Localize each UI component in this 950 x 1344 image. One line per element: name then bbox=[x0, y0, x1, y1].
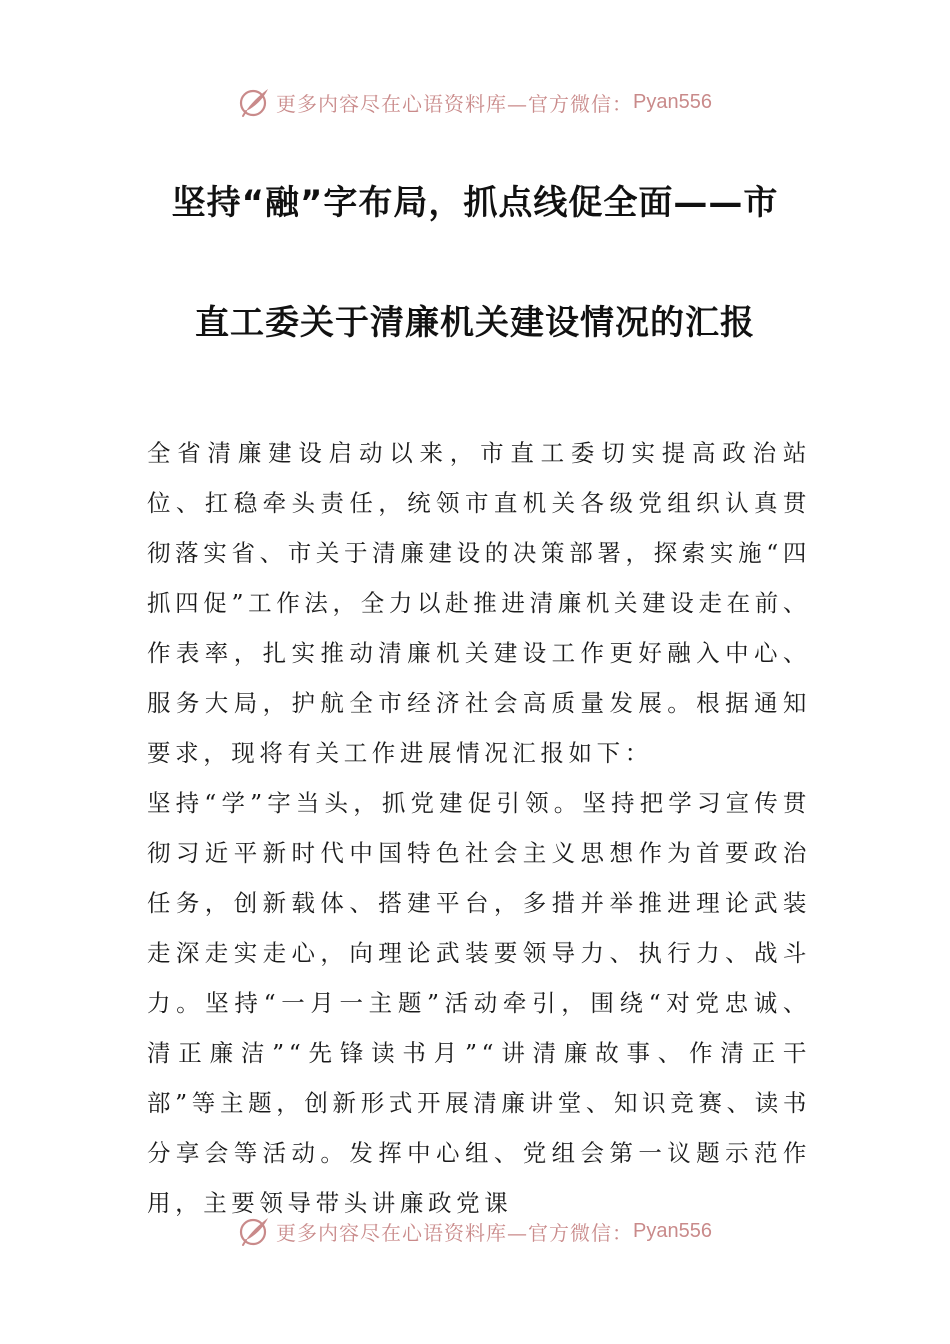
header-watermark-banner bbox=[0, 82, 950, 122]
watermark-wechat-id: Pyan556 bbox=[633, 1219, 712, 1242]
quill-pen-logo-icon bbox=[238, 1214, 272, 1248]
footer-watermark-banner bbox=[0, 1211, 950, 1251]
quill-pen-logo-icon bbox=[238, 85, 272, 119]
watermark-text: 更多内容尽在心语资料库—官方微信： bbox=[276, 91, 634, 116]
watermark-wechat-id: Pyan556 bbox=[633, 90, 712, 113]
document-title-line-1: 坚持“融”字布局，抓点线促全面——市 bbox=[171, 183, 779, 223]
document-body bbox=[147, 428, 811, 1228]
body-paragraph-1: 全省清廉建设启动以来，市直工委切实提高政治站位、扛稳牵头责任，统领市直机关各级党组织认真贯彻落实省、市关于清廉建设的决策部署，探索实施“四抓四促”工作法，全力以赴推进清廉机关建设走在前、作表率，扎实推动清廉机关建设工作更好融入中心、服务大局，护航全市经济社会高质量发展。根据通知要求，现将有关工作进展情况汇报如下： bbox=[147, 439, 811, 767]
body-paragraph-2: 坚持“学”字当头，抓党建促引领。坚持把学习宣传贯彻习近平新时代中国特色社会主义思想作为首要政治任务，创新载体、搭建平台，多措并举推进理论武装走深走实走心，向理论武装要领导力、执行力、战斗力。坚持“一月一主题”活动牵引，围绕“对党忠诚、清正廉洁”“先锋读书月”“讲清廉故事、作清正干部”等主题，创新形式开展清廉讲堂、知识竞赛、读书分享会等活动。发挥中心组、党组会第一议题示范作用，主要领导带头讲廉政党课 bbox=[147, 789, 811, 1217]
watermark-text: 更多内容尽在心语资料库—官方微信： bbox=[276, 1220, 634, 1245]
document-title-line-2: 直工委关于清廉机关建设情况的汇报 bbox=[195, 303, 755, 343]
